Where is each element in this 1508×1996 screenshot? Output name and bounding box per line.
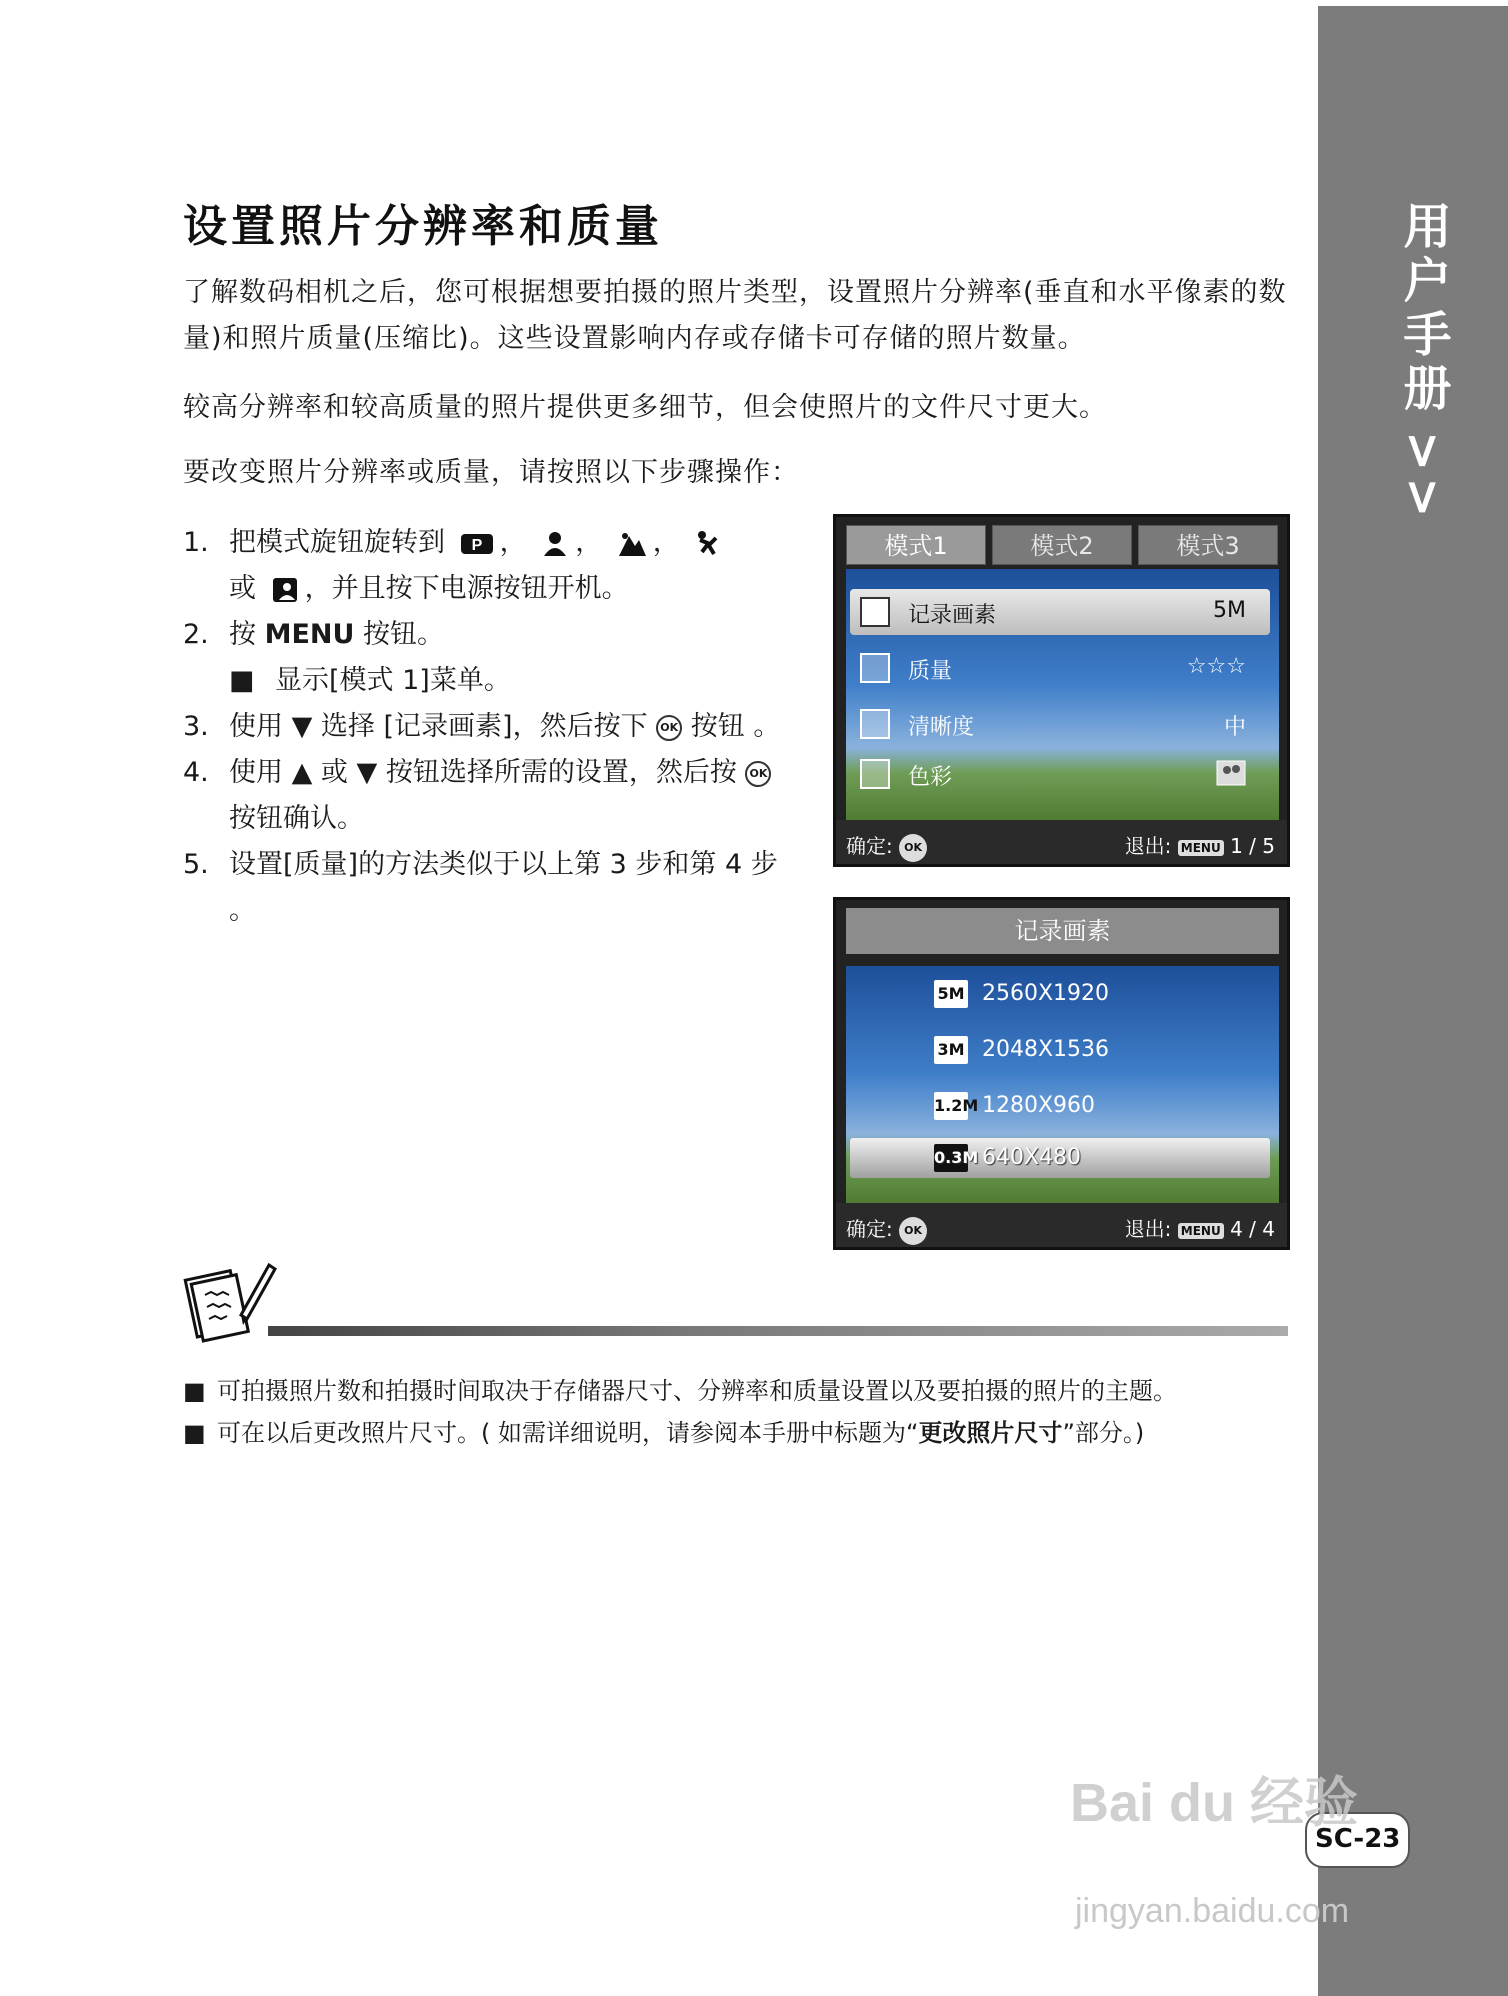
quality-icon xyxy=(860,653,890,683)
step-4 xyxy=(183,750,793,842)
bullet-square-icon: ■ xyxy=(183,1377,206,1405)
step-3 xyxy=(183,704,793,750)
menu-row-label: 色彩 xyxy=(908,765,953,790)
step-5-text: 设置[质量]的方法类似于以上第 3 步和第 4 步 。 xyxy=(229,849,778,926)
step-2-number: 2. xyxy=(183,619,209,650)
tab-mode-2[interactable]: 模式2 xyxy=(992,525,1132,565)
baidu-watermark-url: jingyan.baidu.com xyxy=(1075,1892,1350,1930)
program-mode-icon xyxy=(460,531,494,557)
menu-row-quality[interactable] xyxy=(850,645,1270,691)
steps-list xyxy=(183,520,793,934)
note-divider xyxy=(268,1326,1288,1336)
side-bar xyxy=(1318,6,1508,1996)
menu-key-label: MENU xyxy=(264,619,355,650)
screen-bottom-bar xyxy=(836,820,1287,864)
step-3-text-b: 按钮 。 xyxy=(690,711,781,742)
portrait-mode-icon xyxy=(541,530,569,558)
step-2-sub-text: 显示[模式 1]菜单。 xyxy=(275,665,511,696)
notepad-pencil-icon xyxy=(183,1255,278,1350)
ok-icon: OK xyxy=(899,834,927,862)
step-2-text-b: 按钮。 xyxy=(363,619,445,650)
step-2-sub xyxy=(183,658,793,704)
step-5 xyxy=(183,842,793,934)
menu-row-resolution[interactable] xyxy=(850,589,1270,635)
page-title: 设置照片分辨率和质量 xyxy=(183,201,663,252)
night-portrait-mode-icon xyxy=(271,576,299,604)
confirm-hint xyxy=(846,830,927,862)
step-4-text-a: 使用 ▲ 或 ▼ 按钮选择所需的设置，然后按 xyxy=(229,757,737,788)
size-badge-icon: 3M xyxy=(934,1036,968,1064)
menu-tabs xyxy=(846,525,1279,569)
size-badge-icon: 0.3M xyxy=(934,1144,968,1172)
ok-button-icon: OK xyxy=(656,715,682,741)
screen-page-indicator: 1 / 5 xyxy=(1230,834,1275,858)
menu-row-label: 质量 xyxy=(908,659,953,684)
confirm-label: 确定: xyxy=(846,1217,893,1241)
intro-paragraph-1: 了解数码相机之后，您可根据想要拍摄的照片类型，设置照片分辨率(垂直和水平像素的数量)和照片质量(压缩比)。这些设置影响内存或存储卡可存储的照片数量。 xyxy=(183,277,1287,354)
step-4-text-b: 按钮确认。 xyxy=(229,803,364,834)
landscape-mode-icon xyxy=(617,530,647,558)
svg-text:P: P xyxy=(471,536,482,554)
sidebar-title-text: 用户手册 xyxy=(1395,201,1451,417)
size-badge-icon: 1.2M xyxy=(934,1092,968,1120)
step-1-text-c: ，并且按下电源按钮开机。 xyxy=(304,573,629,604)
note-1 xyxy=(183,1370,1303,1412)
camera-menu-screen xyxy=(833,514,1290,867)
resolution-option-5m[interactable] xyxy=(850,974,1270,1014)
menu-row-value: 中 xyxy=(1223,715,1246,740)
menu-row-label: 清晰度 xyxy=(908,715,975,740)
sidebar-arrow: >> xyxy=(1395,431,1451,524)
sports-mode-icon xyxy=(694,530,724,558)
resolution-value: 2560X1920 xyxy=(982,981,1110,1006)
tab-mode-1[interactable]: 模式1 xyxy=(846,525,986,565)
menu-row-sharpness[interactable] xyxy=(850,701,1270,747)
screen-bottom-bar xyxy=(836,1203,1287,1247)
intro-paragraph-3: 要改变照片分辨率或质量，请按照以下步骤操作： xyxy=(183,457,799,488)
screen-page-indicator: 4 / 4 xyxy=(1230,1217,1275,1241)
step-1: 1. 把模式旋钮旋转到 P ， ， ， 或 ，并且按下电源按钮开机。 xyxy=(183,520,793,612)
color-icon xyxy=(860,759,890,789)
step-2 xyxy=(183,612,793,658)
step-3-text-a: 使用 ▼ 选择 [记录画素]，然后按下 xyxy=(229,711,648,742)
menu-row-label: 记录画素 xyxy=(908,603,997,628)
ok-icon: OK xyxy=(899,1217,927,1245)
notes-list xyxy=(183,1370,1303,1454)
note-2-bold-text: 更改照片尺寸 xyxy=(918,1419,1063,1447)
resolution-menu-screen xyxy=(833,897,1290,1250)
confirm-label: 确定: xyxy=(846,834,893,858)
exit-label: 退出: xyxy=(1124,834,1172,858)
ok-button-icon: OK xyxy=(745,761,771,787)
step-2-text-a: 按 xyxy=(229,619,256,650)
confirm-hint xyxy=(846,1213,927,1245)
menu-key-icon: MENU xyxy=(1178,840,1224,856)
step-4-number: 4. xyxy=(183,757,209,788)
resolution-value: 1280X960 xyxy=(982,1093,1096,1118)
menu-row-color[interactable] xyxy=(850,751,1270,797)
note-2-text-b: ”部分。) xyxy=(1062,1419,1145,1447)
resolution-option-1-2m[interactable] xyxy=(850,1086,1270,1126)
note-2-text-a: 可在以后更改照片尺寸。( 如需详细说明，请参阅本手册中标题为“ xyxy=(217,1419,919,1447)
submenu-title: 记录画素 xyxy=(846,908,1279,954)
note-1-text: 可拍摄照片数和拍摄时间取决于存储器尺寸、分辨率和质量设置以及要拍摄的照片的主题。 xyxy=(217,1377,1177,1405)
resolution-option-3m[interactable] xyxy=(850,1030,1270,1070)
page-number: SC-23 xyxy=(1315,1824,1401,1854)
sidebar-title xyxy=(1318,201,1458,523)
bullet-square-icon: ■ xyxy=(183,1419,206,1447)
step-1-text-b: 或 xyxy=(229,573,256,604)
step-5-number: 5. xyxy=(183,849,209,880)
resolution-icon xyxy=(860,597,890,627)
step-1-number: 1. xyxy=(183,527,209,558)
quality-stars-icon: ☆☆☆ xyxy=(1186,654,1246,679)
resolution-option-0-3m[interactable] xyxy=(850,1138,1270,1178)
menu-row-value: 5M xyxy=(1213,598,1246,623)
exit-label: 退出: xyxy=(1124,1217,1172,1241)
menu-key-icon: MENU xyxy=(1178,1223,1224,1239)
step-3-number: 3. xyxy=(183,711,209,742)
exit-hint xyxy=(1125,1213,1275,1242)
color-mode-icon xyxy=(1216,760,1246,792)
size-badge-icon: 5M xyxy=(934,980,968,1008)
bullet-square-icon: ■ xyxy=(229,665,255,696)
resolution-value: 640X480 xyxy=(982,1145,1082,1170)
sharpness-icon xyxy=(860,709,890,739)
step-1-text-a: 把模式旋钮旋转到 xyxy=(229,527,445,558)
baidu-watermark: Bai du 经验 xyxy=(1070,1773,1359,1833)
resolution-value: 2048X1536 xyxy=(982,1037,1110,1062)
note-2 xyxy=(183,1412,1303,1454)
exit-hint xyxy=(1125,830,1275,859)
intro-paragraph-2: 较高分辨率和较高质量的照片提供更多细节，但会使照片的文件尺寸更大。 xyxy=(183,392,1107,423)
tab-mode-3[interactable]: 模式3 xyxy=(1138,525,1278,565)
